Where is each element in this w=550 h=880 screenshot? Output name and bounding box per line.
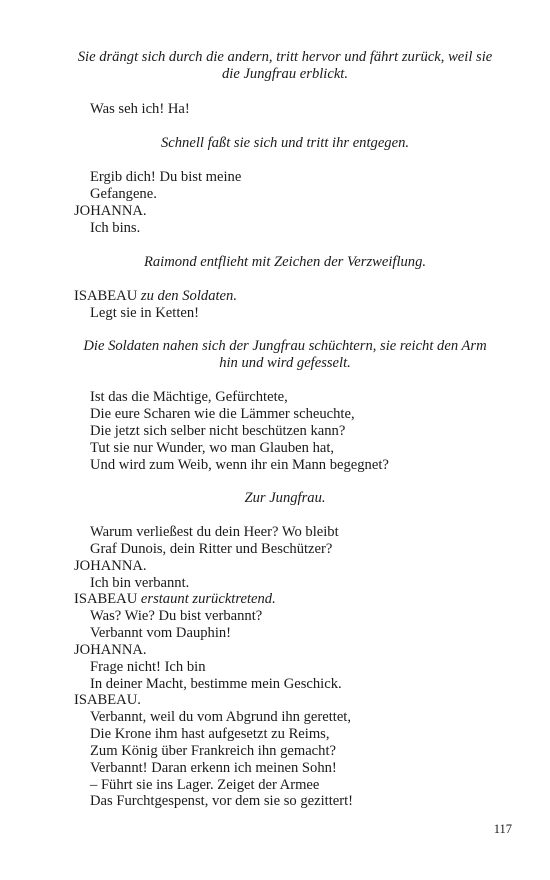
stage-direction: Schnell faßt sie sich und tritt ihr entgegen. <box>160 135 410 151</box>
verse-line: In deiner Macht, bestimme mein Geschick. <box>90 676 342 692</box>
speaker-direction: erstaunt zurücktretend. <box>140 591 276 607</box>
verse-line: Ergib dich! Du bist meine <box>90 169 242 185</box>
verse-line: – Führt sie ins Lager. Zeiget der Armee <box>90 777 320 793</box>
verse-line: Warum verließest du dein Heer? Wo bleibt <box>90 524 339 540</box>
stage-direction: Die Soldaten nahen sich der Jungfrau schüchtern, sie reicht den Arm <box>83 338 487 354</box>
verse-line: Verbannt! Daran erkenn ich meinen Sohn! <box>90 760 337 776</box>
verse-line: Zum König über Frankreich ihn gemacht? <box>90 743 336 759</box>
stage-direction: Zur Jungfrau. <box>244 490 326 506</box>
verse-line: Verbannt vom Dauphin! <box>90 625 232 641</box>
verse-line: Tut sie nur Wunder, wo man Glauben hat, <box>90 440 335 456</box>
verse-line: Gefangene. <box>90 186 157 202</box>
verse-line: Die eure Scharen wie die Lämmer scheuchte, <box>90 406 355 422</box>
speaker-name: JOHANNA. <box>74 642 147 658</box>
verse-line: Die Krone ihm hast aufgesetzt zu Reims, <box>90 726 330 742</box>
stage-direction: Raimond entflieht mit Zeichen der Verzweiflung. <box>143 254 427 270</box>
speaker-name: ISABEAU <box>74 591 138 607</box>
speaker-with-direction <box>74 288 237 305</box>
verse-line: Legt sie in Ketten! <box>90 305 200 321</box>
speaker-direction: zu den Soldaten. <box>140 288 237 304</box>
stage-direction: hin und wird gefesselt. <box>219 355 351 371</box>
speaker-name: JOHANNA. <box>74 558 147 574</box>
speaker-name: ISABEAU. <box>74 692 141 708</box>
stage-direction: Sie drängt sich durch die andern, tritt hervor und fährt zurück, weil sie <box>77 49 493 65</box>
verse-line: Und wird zum Weib, wenn ihr ein Mann begegnet? <box>90 457 389 473</box>
verse-line: Graf Dunois, dein Ritter und Beschützer? <box>90 541 333 557</box>
verse-line: Ich bin verbannt. <box>90 575 190 591</box>
verse-line: Ich bins. <box>90 220 141 236</box>
verse-line: Die jetzt sich selber nicht beschützen kann? <box>90 423 346 439</box>
verse-line: Ist das die Mächtige, Gefürchtete, <box>90 389 288 405</box>
stage-direction: die Jungfrau erblickt. <box>221 66 349 82</box>
verse-line: Verbannt, weil du vom Abgrund ihn gerettet, <box>90 709 352 725</box>
verse-line: Das Furchtgespenst, vor dem sie so gezittert! <box>90 793 354 809</box>
speaker-name: ISABEAU <box>74 288 138 304</box>
verse-line: Was seh ich! Ha! <box>90 101 190 117</box>
speaker-with-direction <box>74 591 276 608</box>
page-number: 117 <box>493 822 512 836</box>
verse-line: Frage nicht! Ich bin <box>90 659 206 675</box>
verse-line: Was? Wie? Du bist verbannt? <box>90 608 263 624</box>
speaker-name: JOHANNA. <box>74 203 147 219</box>
